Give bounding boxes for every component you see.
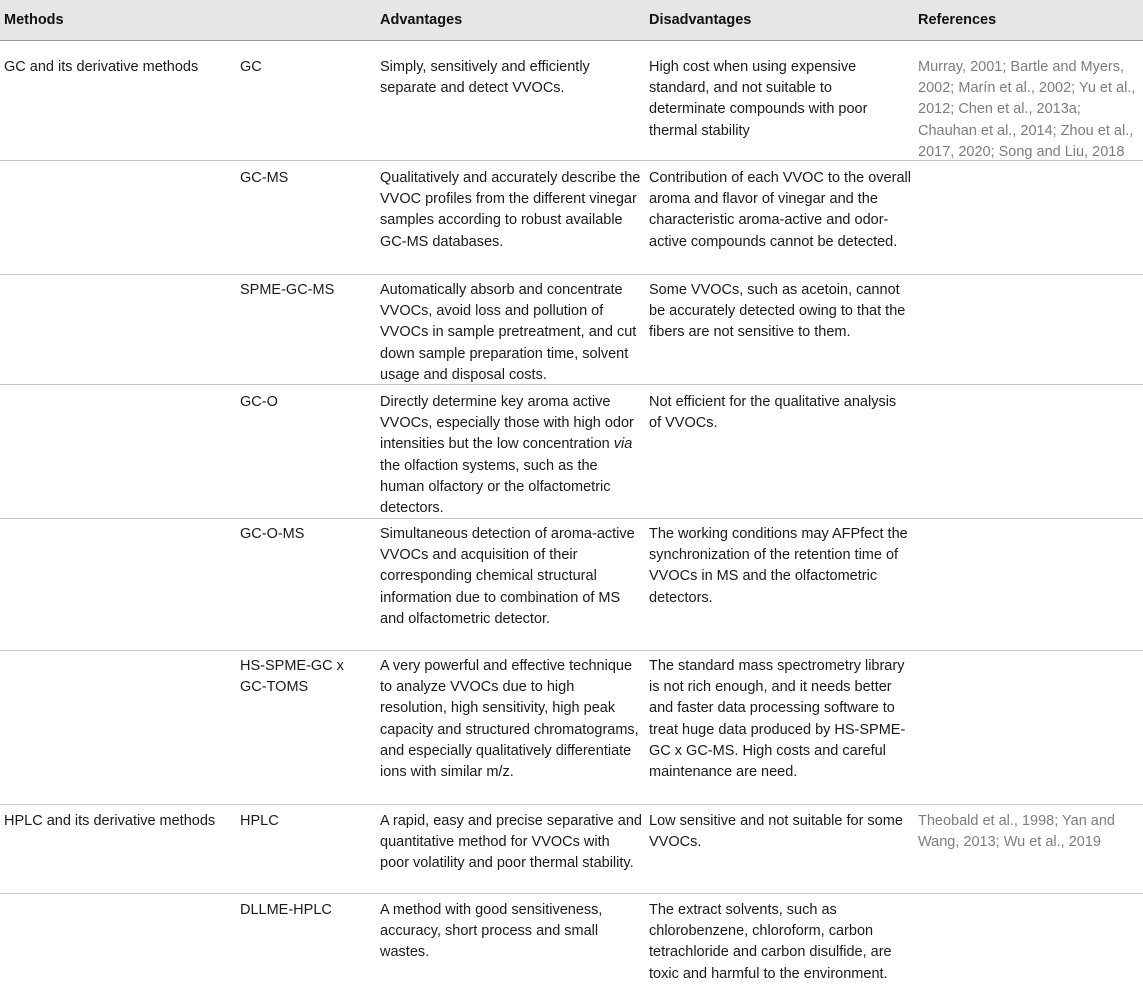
row-divider: [0, 650, 1143, 651]
method-cell: HS-SPME-GC x GC-TOMS: [240, 658, 344, 696]
method-cell: GC-MS: [240, 170, 289, 186]
row-divider: [0, 384, 1143, 385]
references-hplc: Theobald et al., 1998; Yan and Wang, 2013; Wu et al., 2019: [918, 813, 1115, 851]
row-divider: [0, 160, 1143, 161]
advantages-cell: Qualitatively and accurately describe the VVOC profiles from the different vinegar samples according to robust available GC-MS databases.: [380, 170, 641, 250]
table-header: [0, 0, 1143, 40]
header-references: References: [918, 12, 997, 28]
method-cell: DLLME-HPLC: [240, 902, 332, 918]
method-cell: SPME-GC-MS: [240, 282, 335, 298]
row-divider: [0, 274, 1143, 275]
method-cell: HPLC: [240, 813, 279, 829]
method-cell: GC: [240, 59, 262, 75]
advantages-cell: A very powerful and effective technique to analyze VVOCs due to high resolution, high sensitivity, high peak capacity and structured chromatograms, and especially qualitatively differentiate ions with similar m/z.: [380, 658, 639, 781]
disadvantages-cell: Low sensitive and not suitable for some VVOCs.: [649, 813, 903, 851]
disadvantages-cell: The standard mass spectrometry library is not rich enough, and it needs better and faster data processing software to treat huge data produced by HS-SPME-GC x GC-MS. High costs and careful maintenance are need.: [649, 658, 906, 781]
disadvantages-cell: Some VVOCs, such as acetoin, cannot be accurately detected owing to that the fibers are not sensitive to them.: [649, 282, 906, 341]
header-disadvantages: Disadvantages: [649, 12, 752, 28]
header-methods: Methods: [4, 12, 64, 28]
method-cell: GC-O: [240, 394, 278, 410]
header-advantages: Advantages: [380, 12, 463, 28]
group-name-gc: GC and its derivative methods: [4, 59, 199, 75]
advantages-cell: Simply, sensitively and efficiently separate and detect VVOCs.: [380, 59, 590, 97]
group-divider: [0, 804, 1143, 805]
row-divider: [0, 518, 1143, 519]
advantages-cell: A method with good sensitiveness, accuracy, short process and small wastes.: [380, 902, 603, 961]
disadvantages-cell: High cost when using expensive standard, and not suitable to determinate compounds with poor thermal stability: [649, 59, 868, 139]
advantages-cell: Simultaneous detection of aroma-active VVOCs and acquisition of their corresponding chemical structural information due to combination of MS and olfactometric detector.: [380, 526, 635, 627]
advantages-cell: Directly determine key aroma active VVOCs, especially those with high odor intensities but the low concentration via the olfaction systems, such as the human olfactory or the olfactometric detectors.: [380, 394, 634, 517]
header-rule: [0, 40, 1143, 41]
disadvantages-cell: The extract solvents, such as chlorobenzene, chloroform, carbon tetrachloride and carbon disulfide, are toxic and harmful to the environment.: [649, 902, 892, 982]
group-name-hplc: HPLC and its derivative methods: [4, 813, 216, 829]
disadvantages-cell: The working conditions may AFPfect the synchronization of the retention time of VVOCs in MS and the olfactometric detectors.: [649, 526, 908, 606]
advantages-cell: Automatically absorb and concentrate VVOCs, avoid loss and pollution of VVOCs in sample pretreatment, and cut down sample preparation time, solvent usage and disposal costs.: [380, 282, 637, 383]
row-divider: [0, 893, 1143, 894]
disadvantages-cell: Not efficient for the qualitative analysis of VVOCs.: [649, 394, 897, 432]
references-gc: Murray, 2001; Bartle and Myers, 2002; Marín et al., 2002; Yu et al., 2012; Chen et al., 2013a; Chauhan et al., 2014; Zhou et al., 2017, 2020; Song and Liu, 2018: [918, 59, 1136, 160]
advantages-cell: A rapid, easy and precise separative and quantitative method for VVOCs with poor volatility and poor thermal stability.: [380, 813, 642, 872]
disadvantages-cell: Contribution of each VVOC to the overall aroma and flavor of vinegar and the characteristic aroma-active and odor-active compounds cannot be detected.: [649, 170, 911, 250]
method-cell: GC-O-MS: [240, 526, 305, 542]
